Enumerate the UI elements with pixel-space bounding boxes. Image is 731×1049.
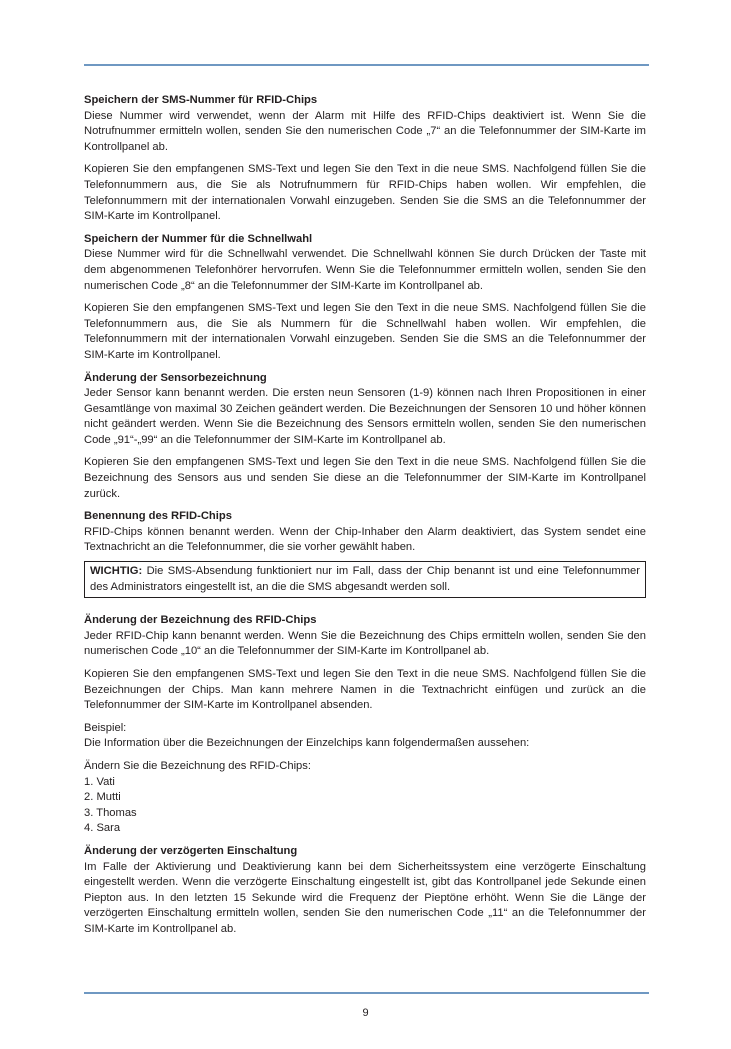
list-title: Ändern Sie die Bezeichnung des RFID-Chips: [84,759,311,772]
section-rfid-rename-p1 [84,613,646,660]
example-block [84,721,646,752]
example-list [84,759,646,837]
section-heading: Änderung der verzögerten Einschaltung [84,844,298,857]
section-rfid-naming-p1 [84,509,646,556]
paragraph-text: Diese Nummer wird verwendet, wenn der Alarm mit Hilfe des RFID-Chips deaktiviert ist. Wenn Sie die Notrufnummer ermitteln wollen, senden Sie den numerischen Code „7“ an die Telefonnummer der SIM-Karte im Kontrollpanel ab. [84,109,646,153]
header-rule [84,64,649,66]
paragraph: Kopieren Sie den empfangenen SMS-Text und legen Sie den Text in die neue SMS. Nachfolgend füllen Sie die Bezeichnung des Sensors aus und senden Sie diese an die Telefonnummer der SIM-Karte im Kontrollpanel zurück. [84,456,646,500]
section-rfid-rename [84,613,646,837]
section-sms-number-p1 [84,93,646,155]
list-item: 4. Sara [84,822,121,835]
footer-rule [84,992,649,994]
section-sensor-naming-p1 [84,371,646,449]
section-speed-dial-p1 [84,232,646,294]
section-delayed-activation [84,844,646,938]
example-intro: Die Information über die Bezeichnungen der Einzelchips kann folgendermaßen aussehen: [84,737,530,750]
paragraph: Kopieren Sie den empfangenen SMS-Text und legen Sie den Text in die neue SMS. Nachfolgend füllen Sie die Telefonnummern aus, die Sie als Notrufnummern für RFID-Chips haben wollen. Wir empfehlen, die Telefonnummern mit der internationalen Vorwahl einzugeben. Senden Sie die SMS an die Telefonnummer der SIM-Karte im Kontrollpanel. [84,163,646,223]
page-number: 9 [362,1007,369,1019]
list-item: 3. Thomas [84,806,137,819]
section-heading: Änderung der Sensorbezeichnung [84,371,267,384]
paragraph: Kopieren Sie den empfangenen SMS-Text und legen Sie den Text in die neue SMS. Nachfolgend füllen Sie die Bezeichnungen der Chips. Man kann mehrere Namen in die Textnachricht einfügen und zurück an die Telefonnummer der SIM-Karte im Kontrollpanel absenden. [84,668,646,712]
example-label: Beispiel: [84,721,127,734]
paragraph-text: Diese Nummer wird für die Schnellwahl verwendet. Die Schnellwahl können Sie durch Drücken der Taste mit dem abgenommenen Telefonhörer hervorrufen. Wenn Sie die Telefonnummer ermitteln wollen, senden Sie den numerischen Code „8“ an die Telefonnummer der SIM-Karte im Kontrollpanel ab. [84,248,646,292]
important-notice-box [84,561,646,598]
section-rfid-naming [84,509,646,598]
section-sensor-naming [84,371,646,503]
section-sms-number [84,93,646,225]
section-heading: Benennung des RFID-Chips [84,510,232,523]
document-body [84,93,646,945]
paragraph: Kopieren Sie den empfangenen SMS-Text und legen Sie den Text in die neue SMS. Nachfolgend füllen Sie die Telefonnummern aus, die Sie als Nummern für die Schnellwahl haben wollen. Wir empfehlen, die Telefonnummern mit der internationalen Vorwahl einzugeben. Senden Sie die SMS an die Telefonnummer der SIM-Karte im Kontrollpanel. [84,302,646,361]
notice-label: WICHTIG: [90,565,143,578]
list-item: 1. Vati [84,775,115,788]
section-heading: Änderung der Bezeichnung des RFID-Chips [84,614,317,627]
section-speed-dial [84,232,646,364]
paragraph-text: Jeder Sensor kann benannt werden. Die ersten neun Sensoren (1-9) können nach Ihren Propositionen in einer Gesamtlänge von maximal 30 Zeichen geändert werden. Die Bezeichnungen der Sensoren 10 und höher können nicht geändert werden. Wenn Sie die Bezeichnung des Sensors ermitteln wollen, senden Sie den numerischen Code „91“-„99“ an die Telefonnummer der SIM-Karte im Kontrollpanel ab. [84,387,646,446]
paragraph-text: Im Falle der Aktivierung und Deaktivierung kann bei dem Sicherheitssystem eine verzögerte Einschaltung eingestellt werden. Wenn die verzögerte Einschaltung eingestellt ist, gibt das Kontrollpanel jede Sekunde einen Piepton aus. In den letzten 15 Sekunde wird die Frequenz der Pieptöne erhöht. Wenn Sie die Länge der verzögerten Einschaltung ermitteln wollen, senden Sie den numerischen Code „11“ an die Telefonnummer der SIM-Karte im Kontrollpanel ab. [84,860,646,935]
section-heading: Speichern der SMS-Nummer für RFID-Chips [84,94,318,106]
paragraph-text: Jeder RFID-Chip kann benannt werden. Wenn Sie die Bezeichnung des Chips ermitteln wollen, senden Sie den numerischen Code „10“ an die Telefonnummer der SIM-Karte im Kontrollpanel ab. [84,629,646,658]
section-heading: Speichern der Nummer für die Schnellwahl [84,232,313,245]
list-item: 2. Mutti [84,791,121,804]
section-delayed-activation-p1 [84,844,646,938]
paragraph-text: RFID-Chips können benannt werden. Wenn der Chip-Inhaber den Alarm deaktiviert, das System sendet eine Textnachricht an die Telefonnummer, die sie vorher gewählt haben. [84,525,646,554]
notice-text: Die SMS-Absendung funktioniert nur im Fall, dass der Chip benannt ist und eine Telefonnummer des Administrators eingestellt ist, an die die SMS abgesandt werden soll. [90,565,640,593]
